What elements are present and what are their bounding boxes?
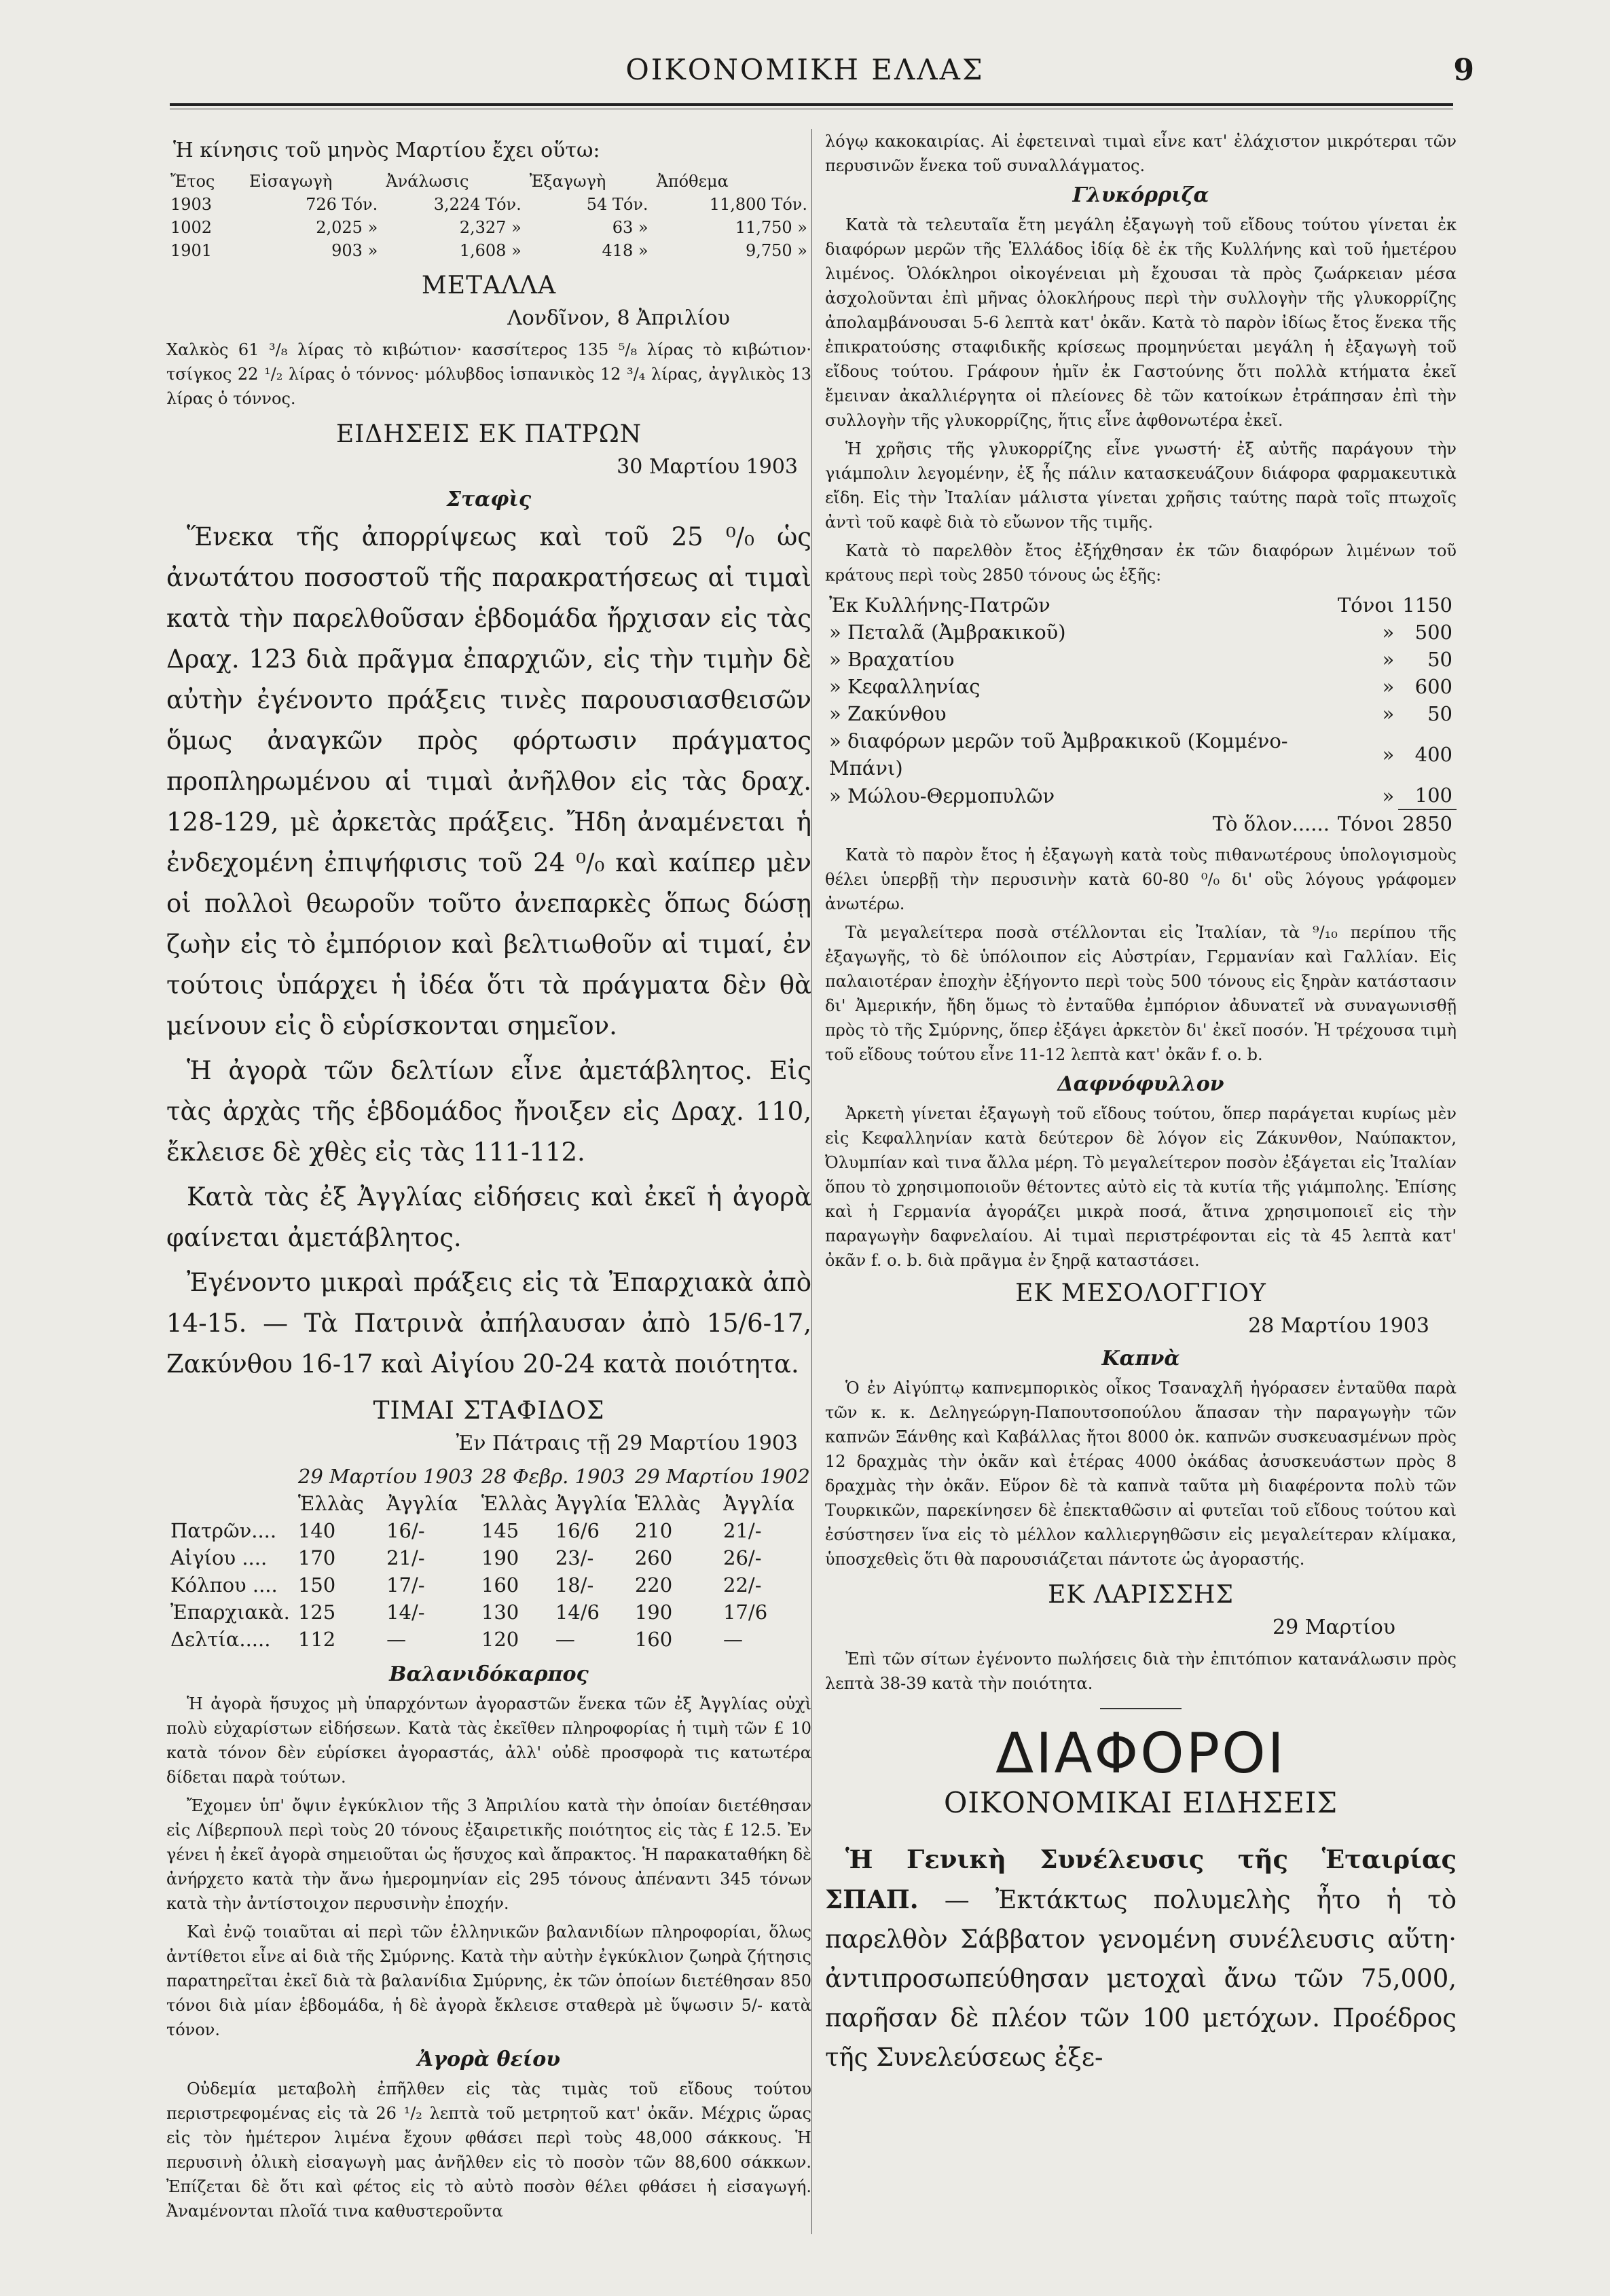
movement-cell: 54 Τόν. — [586, 195, 648, 214]
glykorriza-heading: Γλυκόρριζα — [1072, 183, 1209, 207]
article-paragraph: Ἐπὶ τῶν σίτων ἐγένοντο πωλήσεις διὰ τὴν ἐπιτόπιον κατανάλωσιν πρὸς λεπτὰ 38-39 κατὰ τὴν ποιότητα. — [825, 1650, 1457, 1693]
exports-mark: » — [1382, 648, 1395, 671]
larissa-title: ΕΚ ΛΑΡΙΣΣΗΣ — [1048, 1581, 1234, 1609]
right-column — [825, 129, 1457, 2081]
prices-cell: 160 — [634, 1628, 673, 1651]
article-paragraph: Κατὰ τὸ παρὸν ἔτος ἡ ἐξαγωγὴ κατὰ τοὺς πιθανωτέρους ὑπολογισμοὺς θέλει ὑπερβῇ τὴν περυσινὴν κατὰ 60-80 ⁰/₀ δι' οὓς λόγους γράφομεν ἀνωτέρω. — [825, 845, 1457, 913]
section-divider — [1100, 1708, 1182, 1709]
page-number: 9 — [1453, 53, 1474, 88]
prices-cell: 21/- — [723, 1519, 762, 1542]
prices-col-header: Ἀγγλία — [386, 1492, 458, 1515]
prices-cell: 260 — [634, 1546, 673, 1569]
exports-place: » Πεταλᾶ (Ἀμβρακικοῦ) — [829, 621, 1066, 644]
diafora-title: ΔΙΑΦΟΡΟΙ — [995, 1721, 1286, 1786]
article-paragraph: Ἡ ἀγορὰ τῶν δελτίων εἶνε ἀμετάβλητος. Εἰς τὰς ἀρχὰς τῆς ἑβδομάδος ἤνοιξεν εἰς Δραχ. 110, ἔκλεισε δὲ χθὲς εἰς τὰς 111-112. — [166, 1056, 811, 1167]
article-paragraph: Κατὰ τὰς ἐξ Ἀγγλίας εἰδήσεις καὶ ἐκεῖ ἡ ἀγορὰ φαίνεται ἀμετάβλητος. — [166, 1182, 811, 1252]
dafni-heading: Δαφνόφυλλον — [1057, 1072, 1224, 1096]
prices-title: ΤΙΜΑΙ ΣΤΑΦΙΔΟΣ — [373, 1397, 605, 1425]
movement-header: Ἔτος — [170, 172, 215, 191]
movement-cell: 63 » — [612, 218, 648, 237]
prices-cell: 112 — [297, 1628, 336, 1651]
prices-cell: 210 — [634, 1519, 673, 1542]
movement-cell: 9,750 » — [745, 241, 807, 260]
prices-col-row — [166, 1490, 814, 1517]
exports-row — [825, 673, 1457, 700]
patras-title: ΕΙΔΗΣΕΙΣ ΕΚ ΠΑΤΡΩΝ — [335, 420, 642, 448]
general-assembly-text: — Ἐκτάκτως πολυμελὴς ἦτο ἡ τὸ παρελθὸν Σάββατον γενομένη συνέλευσις αὕτη· ἀντιπροσωπεύθησαν μετοχαὶ ἄνω τῶν 75,000, παρῆσαν δὲ πλέον τῶν 100 μετόχων. Προέδρος τῆς Συνελεύσεως ἐξε- — [825, 1885, 1457, 2072]
prices-cell: 17/- — [386, 1573, 425, 1597]
prices-cell: 22/- — [723, 1573, 762, 1597]
header-rule — [170, 103, 1453, 106]
exports-mark: » — [1382, 675, 1395, 698]
prices-table — [166, 1463, 814, 1653]
prices-cell: — — [555, 1628, 575, 1651]
prices-cell: Δελτία..... — [170, 1628, 271, 1651]
prices-cell: 190 — [634, 1601, 673, 1624]
prices-cell: — — [386, 1628, 407, 1651]
prices-cell: 130 — [481, 1601, 519, 1624]
movement-cell: 1002 — [170, 218, 213, 237]
prices-cell: 150 — [297, 1573, 336, 1597]
prices-col-header: Ἑλλὰς — [297, 1492, 364, 1515]
movement-cell: 2,025 » — [316, 218, 378, 237]
movement-cell: 3,224 Τόν. — [433, 195, 522, 214]
prices-cell: 16/- — [386, 1519, 425, 1542]
prices-col-header: Ἑλλὰς — [481, 1492, 547, 1515]
movement-cell: 1901 — [170, 241, 213, 260]
prices-cell: 17/6 — [723, 1601, 768, 1624]
exports-row — [825, 619, 1457, 646]
prices-col-header: Ἑλλὰς — [634, 1492, 701, 1515]
article-paragraph: Οὐδεμία μεταβολὴ ἐπῆλθεν εἰς τὰς τιμὰς τοῦ εἴδους τούτου περιστρεφομένας εἰς τὰ 26 ¹/₂ λεπτὰ τοῦ μετρητοῦ κατ' ὀκᾶν. Μέχρις ὥρας εἰς τὸν ἡμέτερον λιμένα ἔχουν φθάσει περὶ τοὺς 48,000 σάκκους. Ἡ περυσινὴ ὀλικὴ εἰσαγωγὴ μας ἀνῆλθεν εἰς τὸ ποσὸν τῶν 88,600 σάκκων. Ἐπίζεται δὲ ὅτι καὶ φέτος εἰς τὸ αὐτὸ ποσὸν θέλει φθάσει ἡ εἰσαγωγή. Ἀναμένονται πλοῖά τινα καθυστεροῦντα — [166, 2079, 811, 2221]
prices-cell: 14/6 — [555, 1601, 600, 1624]
article-paragraph: Ἕνεκα τῆς ἀπορρίψεως καὶ τοῦ 25 ⁰/₀ ὡς ἀνωτάτου ποσοστοῦ τῆς παρακρατήσεως αἱ τιμαὶ κατὰ τὴν παρελθοῦσαν ἑβδομάδα ἤρχισαν εἰς τὰς Δραχ. 123 διὰ πρᾶγμα ἐπαρχιῶν, εἰς τὴν τιμὴν δὲ αὐτὴν ἐγένοντο πράξεις τινὲς παρουσιασθεισῶν ὅμως ἀναγκῶν πρὸς φόρτωσιν πράγματος προπληρωμένου αἱ τιμαὶ ἀνῆλθον εἰς τὰς δραχ. 128-129, μὲ ἀρκετὰς πράξεις. Ἤδη ἀναμένεται ἡ ἐνδεχομένη ἐπιψήφισις τοῦ 24 ⁰/₀ καὶ καίπερ μὲν οἱ πολλοὶ θεωροῦν τοῦτο ἀνεπαρκὲς ὅπως δώσῃ ζωὴν εἰς τὸ ἐμπόριον καὶ βελτιωθοῦν αἱ τιμαί, ἐν τούτοις ὑπάρχει ἡ ἰδέα ὅτι τὰ πράγματα δὲν θὰ μείνουν εἰς ὃ εὑρίσκονται σημεῖον. — [166, 522, 811, 1040]
exports-mark: » — [1382, 702, 1395, 725]
exports-place: Ἐκ Κυλλήνης-Πατρῶν — [829, 594, 1050, 617]
exports-value: 50 — [1427, 702, 1452, 725]
prices-cell: Αἰγίου .... — [170, 1546, 268, 1569]
prices-cell: 23/- — [555, 1546, 594, 1569]
prices-cell: Κόλπου .... — [170, 1573, 278, 1597]
theion-heading: Ἀγορὰ θείου — [417, 2047, 561, 2071]
movement-header: Ἀπόθεμα — [656, 172, 729, 191]
prices-cell: 140 — [297, 1519, 336, 1542]
exports-place: » Μώλου-Θερμοπυλῶν — [829, 784, 1055, 807]
article-paragraph: Τὰ μεγαλείτερα ποσὰ στέλλονται εἰς Ἰταλίαν, τὰ ⁹/₁₀ περίπου τῆς ἐξαγωγῆς, τὸ δὲ ὑπόλοιπον εἰς Αὐστρίαν, Γερμανίαν καὶ Γαλλίαν. Εἰς παλαιοτέραν ἐποχὴν ἐξήγοντο περὶ τοὺς 500 τόνους εἰς ξηρὰν κατάστασιν δι' Ἀμερικήν, ἤδη ὅμως τὸ ἐνταῦθα ἐμπόριον ἀδυνατεῖ νὰ συναγωνισθῇ πρὸς τὸ τῆς Σμύρνης, ὅπερ ἐξάγει ἀρκετὸν δι' ἐκεῖ ποσόν. Ἡ τρέχουσα τιμὴ τοῦ εἴδους τούτου εἶνε 11-12 λεπτὰ κατ' ὀκᾶν f. o. b. — [825, 923, 1457, 1064]
metals-text: Χαλκὸς 61 ³/₈ λίρας τὸ κιβώτιον· κασσίτερος 135 ⁵/₈ λίρας τὸ κιβώτιον· τσίγκος 22 ¹/₂ λίρας ὁ τόννος· μόλυβδος ἱσπανικὸς 12 ³/₄ λίρας, ἀγγλικὸς 13 λίρας ὁ τόννος. — [166, 340, 811, 408]
prices-cell: Ἐπαρχιακὰ. — [170, 1601, 290, 1624]
prices-col-header: Ἀγγλία — [723, 1492, 794, 1515]
general-assembly-paragraph — [825, 1840, 1457, 2077]
metals-title: ΜΕΤΑΛΛΑ — [421, 272, 557, 299]
article-paragraph: Ἐγένοντο μικραὶ πράξεις εἰς τὰ Ἐπαρχιακὰ ἀπὸ 14-15. — Τὰ Πατρινὰ ἀπήλαυσαν ἀπὸ 15/6-17, Ζακύνθου 16-17 καὶ Αἰγίου 20-24 κατὰ ποιότητα. — [166, 1268, 811, 1379]
prices-cell: 14/- — [386, 1601, 425, 1624]
exports-value: 100 — [1398, 782, 1457, 809]
article-paragraph: Ἔχομεν ὑπ' ὄψιν ἐγκύκλιον τῆς 3 Ἀπριλίου κατὰ τὴν ὁποίαν διετέθησαν εἰς Λίβερπουλ περὶ τοὺς 20 τόνους ἐξαιρετικῆς ποιότητος εἰς τὰς £ 12.5. Ἐν γένει ἡ ἐκεῖ ἀγορὰ σημειοῦται ὡς ἥσυχος καὶ ἄπρακτος. Ἡ παρακαταθήκη δὲ ἀνήρχετο κατὰ τὴν ἄνω ἡμερομηνίαν εἰς 295 τόνους ἀπέναντι 345 τόνων κατὰ τὴν ἀντίστοιχον περυσινὴν ἐποχήν. — [166, 1796, 811, 1913]
page-header-title: ΟΙΚΟΝΟΜΙΚΗ ΕΛΛΑΣ — [625, 53, 985, 86]
movement-row — [166, 193, 811, 216]
exports-row — [825, 782, 1457, 809]
prices-cell: Πατρῶν.... — [170, 1519, 277, 1542]
exports-place: » Κεφαλληνίας — [829, 675, 981, 698]
exports-row — [825, 727, 1457, 782]
exports-total-label: Τὸ ὅλον...... — [1212, 812, 1330, 835]
exports-total-value: 2850 — [1402, 812, 1452, 835]
movement-header-row — [166, 170, 811, 193]
prices-cell: 170 — [297, 1546, 336, 1569]
mesolongi-title: ΕΚ ΜΕΣΟΛΟΓΓΙΟΥ — [1015, 1279, 1266, 1307]
exports-row — [825, 591, 1457, 619]
exports-total-mark: Τόνοι — [1337, 812, 1395, 835]
general-assembly-heading: Ἡ Γενικὴ Συνέλευσις τῆς Ἑταιρίας ΣΠΑΠ. — [825, 1844, 1457, 1914]
prices-row — [166, 1544, 814, 1571]
exports-mark: » — [1382, 784, 1395, 807]
prices-cell: 220 — [634, 1573, 673, 1597]
exports-mark: » — [1382, 621, 1395, 644]
prices-cell: 125 — [297, 1601, 336, 1624]
movement-cell: 903 » — [331, 241, 378, 260]
prices-cell: 21/- — [386, 1546, 425, 1569]
article-paragraph: λόγῳ κακοκαιρίας. Αἱ ἐφετειναὶ τιμαὶ εἶνε κατ' ἐλάχιστον μικρότεραι τῶν περυσινῶν ἕνεκα τοῦ συναλλάγματος. — [825, 132, 1457, 175]
movement-cell: 2,327 » — [459, 218, 522, 237]
exports-place: » διαφόρων μερῶν τοῦ Ἀμβρακικοῦ (Κομμένο-Μπάνι) — [829, 729, 1288, 780]
article-paragraph: Ὁ ἐν Αἰγύπτῳ καπνεμπορικὸς οἶκος Τσαναχλῆ ἠγόρασεν ἐνταῦθα παρὰ τῶν κ. κ. Δεληγεώργη-Παπουτσοπούλου ἅπασαν τὴν παραγωγὴν τῶν καπνῶν Ξάνθης καὶ Καβάλλας ἤτοι 8000 ὀκ. καπνῶν συσκευασμένων πρὸς 12 δραχμὰς τὴν ὀκᾶν καὶ ἑτέρας 4000 ὀκάδας ἀσυσκευάστων πρὸς 8 δραχμὰς τὴν ὀκᾶν. Εὕρον δὲ τὰ καπνὰ ταῦτα μὴ διαφέροντα πολὺ τῶν Τουρκικῶν, παρεκίνησεν δὲ ἐπεκταθῶσιν αἱ φυτεῖαι τοῦ εἴδους τούτου καὶ ἐσύστησεν ἵνα εἰς τὸ μέλλον καλλιεργηθῶσιν εἰς μεγαλείτεραν κλίμακα, ὑποσχεθεὶς ὅτι θὰ παρουσιάζεται πάντοτε ὡς ἀγοραστής. — [825, 1379, 1457, 1569]
prices-cell: 16/6 — [555, 1519, 600, 1542]
article-paragraph: Κατὰ τὸ παρελθὸν ἔτος ἐξήχθησαν ἐκ τῶν διαφόρων λιμένων τοῦ κράτους περὶ τοὺς 2850 τόνους ὡς ἑξῆς: — [825, 541, 1457, 585]
exports-mark: Τόνοι — [1337, 594, 1395, 617]
prices-dateline: Ἐν Πάτραις τῇ 29 Μαρτίου 1903 — [456, 1432, 798, 1455]
exports-row — [825, 700, 1457, 727]
prices-col-header: Ἀγγλία — [555, 1492, 627, 1515]
valanidi-heading: Βαλανιδόκαρπος — [389, 1662, 589, 1686]
exports-mark: » — [1382, 743, 1395, 766]
article-paragraph: Ἡ ἀγορὰ ἥσυχος μὴ ὑπαρχόντων ἀγοραστῶν ἕνεκα τῶν ἐξ Ἀγγλίας οὐχὶ πολὺ εὐχαρίστων εἰδήσεων. Κατὰ τὰς ἐκεῖθεν πληροφορίας ἡ τιμὴ τῶν £ 10 κατὰ τόνον δὲν εὑρίσκει ἀγοραστάς, ἀλλ' οὐδὲ προσφορὰ τις κατωτέρα δίδεται παρὰ τούτων. — [166, 1694, 811, 1787]
article-paragraph: Κατὰ τὰ τελευταῖα ἔτη μεγάλη ἐξαγωγὴ τοῦ εἴδους τούτου γίνεται ἐκ διαφόρων μερῶν τῆς Ἑλλάδος ἰδίᾳ δὲ ἐκ τῆς Κυλλήνης καὶ τοῦ ἡμετέρου λιμένος. Ὁλόκληροι οἰκογένειαι μὴ ἔχουσαι τὰ πρὸς ζωάρκειαν μέσα ἀσχολοῦνται ἐπὶ μῆνας ὁλοκλήρους περὶ τὴν συλλογὴν τῆς γλυκορρίζης ἀπολαμβάνουσαι 5-6 λεπτὰ κατ' ὀκᾶν. Κατὰ τὸ παρὸν ἰδίως ἔτος ἕνεκα τῆς ἐπικρατούσης σταφιδικῆς κρίσεως προμηνύεται μεγάλη ἡ ἐξαγωγὴ τοῦ εἴδους τούτου. Γράφουν ἡμῖν ἐκ Γαστούνης ὅτι πολλὰ κτήματα ἐκεῖ ἔμειναν ἀκαλλιέργητα οἱ πλείονες δὲ τῶν κατοίκων ἐτράπησαν ἐπὶ τὴν συλλογὴν τῆς γλυκορρίζης, ἥτις εἶνε ἀφθονωτέρα ἐκεῖ. — [825, 215, 1457, 430]
prices-row — [166, 1626, 814, 1653]
prices-cell: — — [723, 1628, 744, 1651]
prices-cell: 18/- — [555, 1573, 594, 1597]
movement-header: Ἐξαγωγὴ — [529, 172, 606, 191]
prices-date: 28 Φεβρ. 1903 — [481, 1465, 625, 1488]
exports-row — [825, 646, 1457, 673]
mesolongi-date: 28 Μαρτίου 1903 — [1248, 1314, 1429, 1338]
metals-dateline: Λονδῖνον, 8 Ἀπριλίου — [507, 306, 730, 330]
article-paragraph: Καὶ ἐνῷ τοιαῦται αἱ περὶ τῶν ἑλληνικῶν βαλανιδίων πληροφορίαι, ὅλως ἀντίθετοι εἶνε αἱ διὰ τῆς Σμύρνης. Κατὰ τὴν αὐτὴν ἐγκύκλιον ζωηρὰ ζήτησις παρατηρεῖται ἐκεῖ διὰ τὰ βαλανίδια Σμύρνης, ἐκ τῶν ὁποίων διετέθησαν 850 τόνοι διὰ μίαν ἑβδομάδα, ἡ δὲ ἀγορὰ ἔκλεισε σταθερὰ μὲ ὕψωσιν 5/- κατὰ τόνον. — [166, 1923, 811, 2039]
movement-cell: 726 Τόν. — [306, 195, 378, 214]
larissa-date: 29 Μαρτίου — [1273, 1616, 1395, 1639]
movement-cell: 1,608 » — [459, 241, 522, 260]
movement-table — [166, 170, 811, 262]
exports-table — [825, 591, 1457, 837]
diafora-subtitle: ΟΙΚΟΝΟΜΙΚΑΙ ΕΙΔΗΣΕΙΣ — [943, 1786, 1338, 1819]
article-paragraph: Ἀρκετὴ γίνεται ἐξαγωγὴ τοῦ εἴδους τούτου, ὅπερ παράγεται κυρίως μὲν εἰς Κεφαλληνίαν κατὰ δεύτερον δὲ λόγον εἰς Ζάκυνθον, Ναύπακτον, Ὀλυμπίαν καὶ τινα ἄλλα μέρη. Τὸ μεγαλείτερον ποσὸν ἐξάγεται εἰς Ἰταλίαν ὅπου τὸ χρησιμοποιοῦν θέτοντες αὐτὸ εἰς τὰ κυτία τῆς γιάμπολης. Ἐπίσης καὶ ἡ Γερμανία ἀγοράζει μικρὰ ποσά, ἅτινα χρησιμοποιεῖ εἰς τὴν παραγωγὴν δαφνελαίου. Αἱ τιμαὶ περιστρέφονται εἰς τὰ 45 λεπτὰ κατ' ὀκᾶν f. o. b. διὰ πρᾶγμα ἐν ξηρᾷ καταστάσει. — [825, 1104, 1457, 1270]
column-divider — [811, 129, 812, 2234]
patras-date: 30 Μαρτίου 1903 — [617, 455, 798, 479]
prices-cell: 120 — [481, 1628, 519, 1651]
prices-date: 29 Μαρτίου 1903 — [297, 1465, 473, 1488]
kapna-heading: Καπνὰ — [1101, 1347, 1180, 1370]
prices-row — [166, 1599, 814, 1626]
movement-row — [166, 239, 811, 262]
prices-cell: 160 — [481, 1573, 519, 1597]
article-paragraph: Ἡ χρῆσις τῆς γλυκορρίζης εἶνε γνωστή· ἐξ αὐτῆς παράγουν τὴν γιάμπολιν λεγομένην, ἐξ ἧς πάλιν κατασκευάζουν διάφορα φαρμακευτικὰ εἴδη. Εἰς τὴν Ἰταλίαν μάλιστα γίνεται χρῆσις ταύτης παρὰ τοῖς πτωχοῖς ἀντὶ τοῦ καφὲ διὰ τὸ εὔωνον τῆς τιμῆς. — [825, 439, 1457, 532]
left-column — [166, 129, 811, 2227]
movement-cell: 11,750 » — [735, 218, 807, 237]
stafides-heading: Σταφὶς — [446, 488, 532, 511]
prices-cell: 145 — [481, 1519, 519, 1542]
exports-value: 400 — [1414, 743, 1452, 766]
prices-cell: 190 — [481, 1546, 519, 1569]
movement-cell: 11,800 Τόν. — [709, 195, 807, 214]
prices-date-row — [166, 1463, 814, 1490]
exports-place: » Βραχατίου — [829, 648, 955, 671]
exports-value: 1150 — [1402, 594, 1452, 617]
movement-header: Εἰσαγωγὴ — [249, 172, 333, 191]
movement-cell: 418 » — [602, 241, 648, 260]
prices-row — [166, 1517, 814, 1544]
exports-value: 50 — [1427, 648, 1452, 671]
exports-value: 600 — [1414, 675, 1452, 698]
exports-total-row — [825, 809, 1457, 837]
prices-row — [166, 1571, 814, 1599]
movement-cell: 1903 — [170, 195, 213, 214]
movement-header: Ἀνάλωσις — [386, 172, 469, 191]
movement-row — [166, 216, 811, 239]
exports-value: 500 — [1414, 621, 1452, 644]
prices-date: 29 Μαρτίου 1902 — [634, 1465, 810, 1488]
exports-place: » Ζακύνθου — [829, 702, 947, 725]
prices-cell: 26/- — [723, 1546, 762, 1569]
movement-intro: Ἡ κίνησις τοῦ μηνὸς Μαρτίου ἔχει οὕτω: — [173, 139, 600, 162]
